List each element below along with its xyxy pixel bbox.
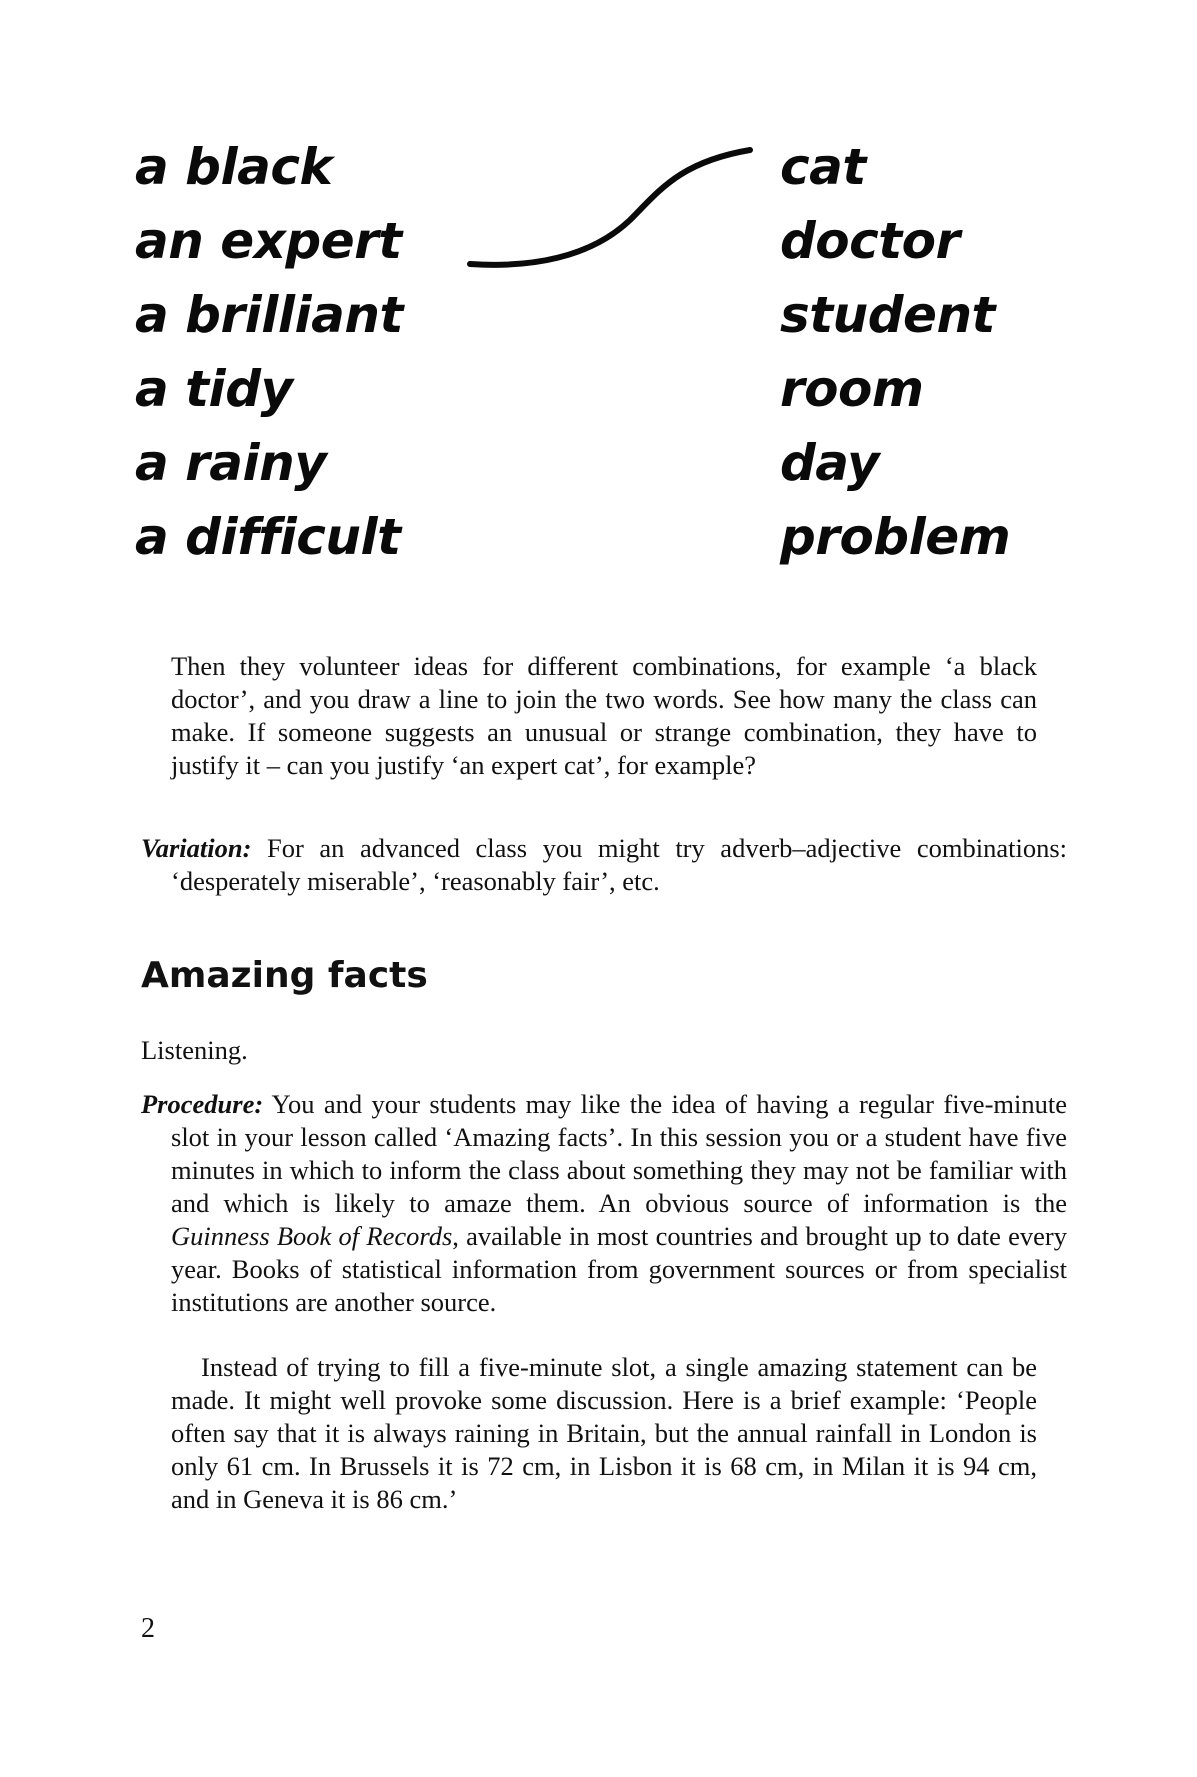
section-heading: Amazing facts [141,955,428,996]
word-left: a black [135,138,333,196]
word-left: a brilliant [135,286,403,344]
word-left: a tidy [135,360,293,418]
word-right: room [780,360,924,418]
word-right: cat [780,138,866,196]
instead-paragraph: Instead of trying to fill a five-minute slot, a single amazing statement can be made. It might well provoke some discussion. Here is a brief example: ‘People often say that it is always raining in Britain, but the annual rainfall in London is only 61 cm. In Brussels it is 72 cm, in Lisbon it is 68 cm, in Milan it is 94 cm, and in Geneva it is 86 cm.’ [171,1352,1037,1514]
connecting-line [460,140,760,280]
page-number: 2 [141,1613,155,1644]
procedure-text-continued: , available in most countries and brought up to date every year. Books of statistical information from government sources or from specialist institutions are another source. [171,1221,1067,1317]
word-left: a difficult [135,508,401,566]
book-title: Guinness Book of Records [171,1221,453,1251]
word-left: an expert [135,212,402,270]
variation-label: Variation: [141,833,252,863]
combinations-paragraph: Then they volunteer ideas for different combinations, for example ‘a black doctor’, and you draw a line to join the two words. See how many the class can make. If someone suggests an unusual or strange combination, they have to justify it – can you justify ‘an expert cat’, for example? [171,651,1037,780]
word-right: student [780,286,995,344]
variation-text: For an advanced class you might try adverb–adjective combinations: ‘desperately miserable’, ‘reasonably fair’, etc. [171,833,1067,896]
variation-paragraph [141,832,1067,898]
noun-word-list [780,130,1010,574]
word-right: day [780,434,880,492]
procedure-label: Procedure: [141,1089,264,1119]
word-right: doctor [780,212,960,270]
word-left: a rainy [135,434,327,492]
procedure-paragraph [141,1088,1067,1319]
procedure-text: You and your students may like the idea of having a regular five-minute slot in your lesson called ‘Amazing facts’. In this session you or a student have five minutes in which to inform the class about something they may not be familiar with and which is likely to amaze them. An obvious source of information is the [171,1089,1067,1218]
skill-label: Listening. [141,1035,248,1065]
adjective-word-list [135,130,403,574]
word-right: problem [780,508,1011,566]
